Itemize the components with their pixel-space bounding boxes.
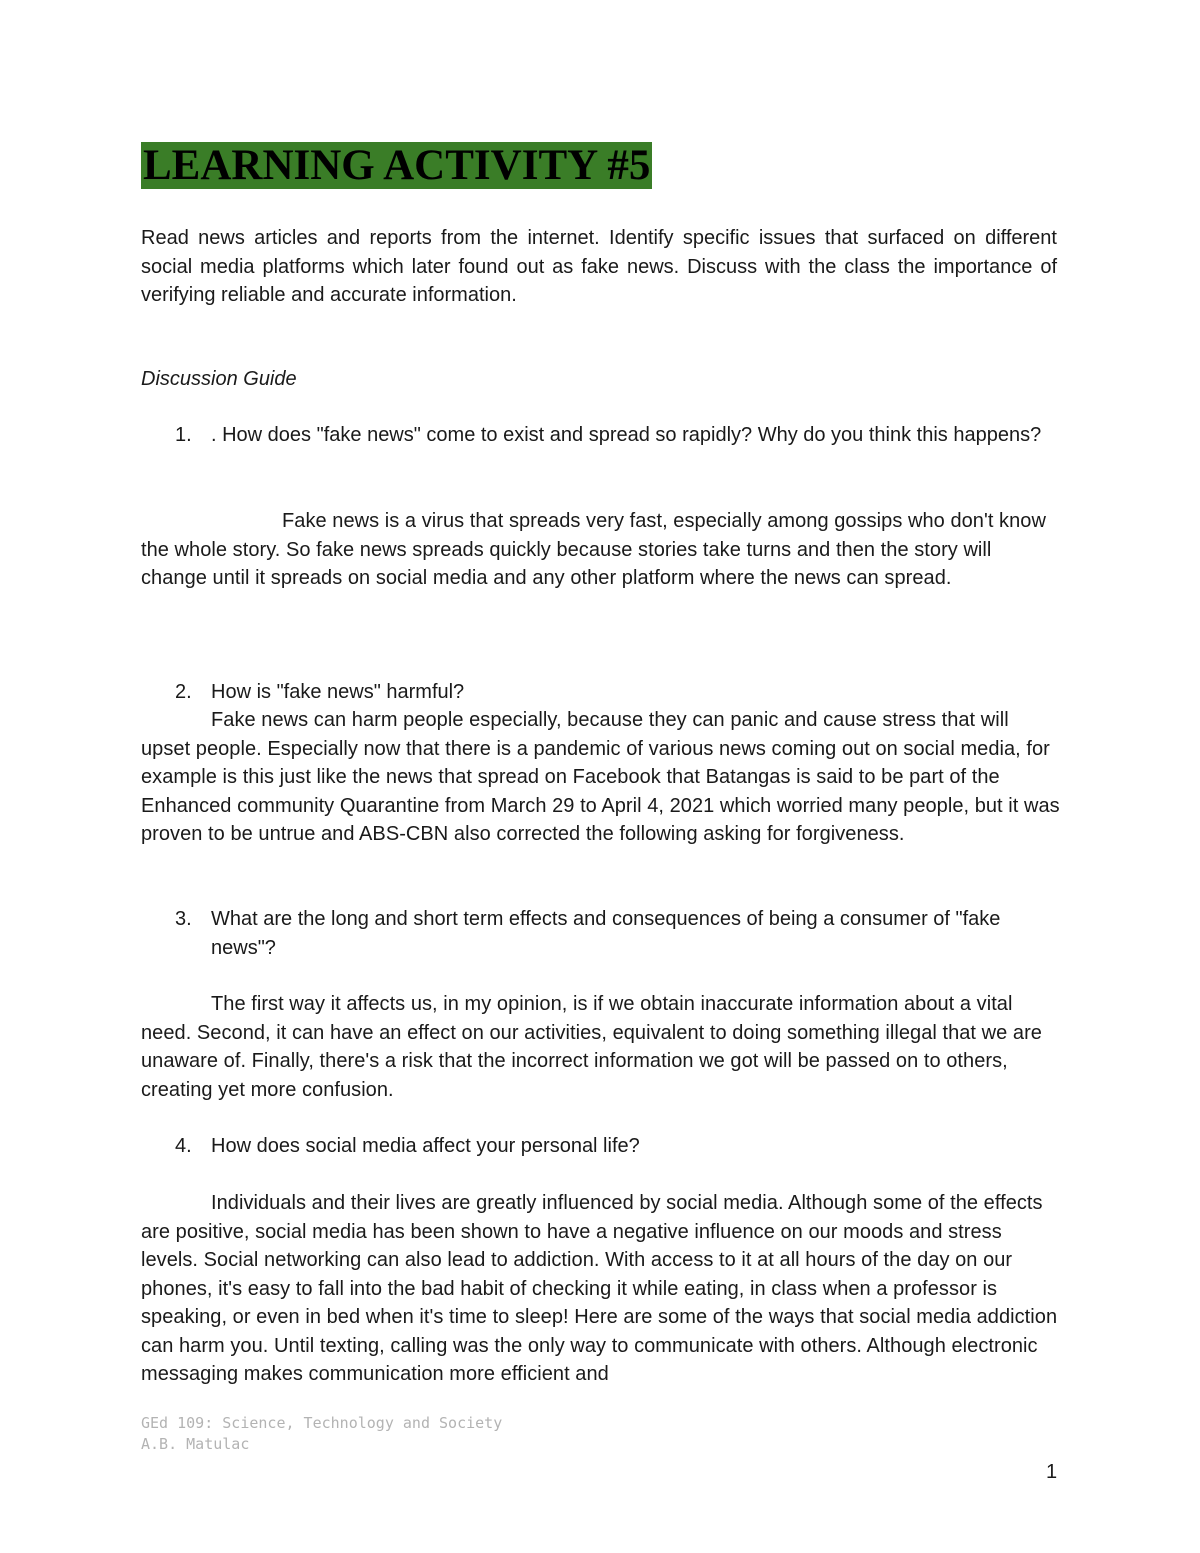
question-1 [141,421,1057,450]
question-3 [141,905,1057,962]
footer-course: GEd 109: Science, Technology and Society [141,1414,503,1432]
page-footer [141,1413,502,1455]
question-text: . How does "fake news" come to exist and spread so rapidly? Why do you think this happens? [211,424,1042,446]
question-text: How is "fake news" harmful? [211,681,465,703]
question-2 [141,678,1057,707]
footer-author: A.B. Matulac [141,1435,250,1453]
answer-3: The first way it affects us, in my opinion, is if we obtain inaccurate information about a vital need. Second, it can have an effect on our activities, equivalent to doing something illegal that we are unaware of. Finally, there's a risk that the incorrect information we got will be passed on to others, creating yet more confusion. [141,993,1042,1101]
question-text: How does social media affect your personal life? [211,1135,640,1157]
discussion-guide-heading: Discussion Guide [141,368,297,390]
answer-2: Fake news can harm people especially, because they can panic and cause stress that will upset people. Especially now that there is a pandemic of various news coming out on social media, for example is this just like the news that spread on Facebook that Batangas is said to be part of the Enhanced community Quarantine from March 29 to April 4, 2021 which worried many people, but it was proven to be untrue and ABS-CBN also corrected the following asking for forgiveness. [141,709,1060,845]
question-text: What are the long and short term effects and consequences of being a consumer of "fake news"? [211,908,1001,959]
question-number: 2. [175,681,192,703]
answer-4: Individuals and their lives are greatly influenced by social media. Although some of the effects are positive, social media has been shown to have a negative influence on our moods and stress levels. Social networking can also lead to addiction. With access to it at all hours of the day on our phones, it's easy to fall into the bad habit of checking it while eating, in class when a professor is speaking, or even in bed when it's time to sleep! Here are some of the ways that social media addiction can harm you. Until texting, calling was the only way to communicate with others. Although electronic messaging makes communication more efficient and [141,1192,1058,1385]
question-4 [141,1132,1057,1161]
page-number: 1 [1046,1461,1058,1483]
question-number: 4. [175,1135,192,1157]
question-number: 3. [175,908,192,930]
intro-paragraph: Read news articles and reports from the internet. Identify specific issues that surfaced on different social media platforms which later found out as fake news. Discuss with the class the importance of verifying reliable and accurate information. [141,227,1057,306]
page-title: LEARNING ACTIVITY #5 [143,142,651,189]
question-number: 1. [175,424,192,446]
answer-1: Fake news is a virus that spreads very fast, especially among gossips who don't know the whole story. So fake news spreads quickly because stories take turns and then the story will change until it spreads on social media and any other platform where the news can spread. [141,510,1046,589]
